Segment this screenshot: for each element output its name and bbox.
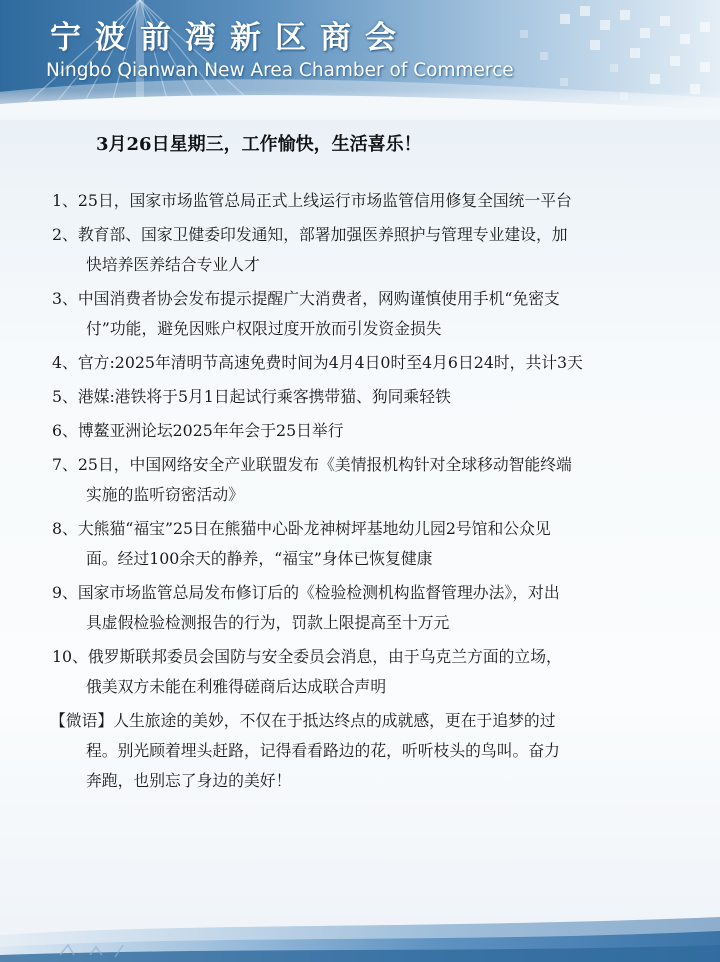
news-item <box>52 514 668 574</box>
news-item <box>52 642 668 702</box>
news-text-continued: 面。经过100余天的静养，“福宝”身体已恢复健康 <box>86 549 433 568</box>
news-item <box>52 450 668 510</box>
news-item <box>52 382 668 412</box>
proverb-text-continued: 程。别光顾着埋头赶路，记得看看路边的花，听听枝头的鸟叫。奋力 <box>86 741 560 760</box>
footer-wave <box>0 905 720 962</box>
news-text: 1、25日，国家市场监管总局正式上线运行市场监管信用修复全国统一平台 <box>52 191 572 210</box>
proverb-text-continued: 奔跑，也别忘了身边的美好！ <box>86 771 292 790</box>
news-text: 7、25日，中国网络安全产业联盟发布《美情报机构针对全球移动智能终端 <box>52 455 572 474</box>
news-item <box>52 578 668 638</box>
header-banner <box>0 0 720 120</box>
news-text: 10、俄罗斯联邦委员会国防与安全委员会消息，由于乌克兰方面的立场， <box>52 647 562 666</box>
news-text-continued: 具虚假检验检测报告的行为，罚款上限提高至十万元 <box>86 613 450 632</box>
news-list <box>52 186 668 706</box>
news-text: 2、教育部、国家卫健委印发通知，部署加强医养照护与管理专业建设，加 <box>52 225 568 244</box>
news-text-continued: 实施的监听窃密活动》 <box>86 485 244 504</box>
news-text-continued: 快培养医养结合专业人才 <box>86 255 260 274</box>
news-text-continued: 付”功能，避免因账户权限过度开放而引发资金损失 <box>86 319 442 338</box>
news-item <box>52 220 668 280</box>
chamber-title-en: Ningbo Qianwan New Area Chamber of Commerce <box>46 60 514 81</box>
news-item <box>52 284 668 344</box>
news-item <box>52 416 668 446</box>
news-text: 4、官方:2025年清明节高速免费时间为4月4日0时至4月6日24时，共计3天 <box>52 353 583 372</box>
proverb-text: 【微语】人生旅途的美妙，不仅在于抵达终点的成就感，更在于追梦的过 <box>50 711 556 730</box>
news-text: 6、博鳌亚洲论坛2025年年会于25日举行 <box>52 421 344 440</box>
news-text: 8、大熊猫“福宝”25日在熊猫中心卧龙神树坪基地幼儿园2号馆和公众见 <box>52 519 551 538</box>
footer-wave-artwork <box>0 905 720 962</box>
daily-proverb <box>50 706 670 796</box>
news-text-continued: 俄美双方未能在利雅得磋商后达成联合声明 <box>86 677 387 696</box>
news-text: 9、国家市场监管总局发布修订后的《检验检测机构监督管理办法》，对出 <box>52 583 560 602</box>
news-text: 5、港媒:港铁将于5月1日起试行乘客携带猫、狗同乘轻铁 <box>52 387 451 406</box>
news-item <box>52 348 668 378</box>
news-item <box>52 186 668 216</box>
news-text: 3、中国消费者协会发布提示提醒广大消费者，网购谨慎使用手机“免密支 <box>52 289 560 308</box>
date-greeting-headline: 3月26日星期三，工作愉快，生活喜乐！ <box>96 134 422 155</box>
chamber-title-cn: 宁波前湾新区商会 <box>50 20 410 56</box>
